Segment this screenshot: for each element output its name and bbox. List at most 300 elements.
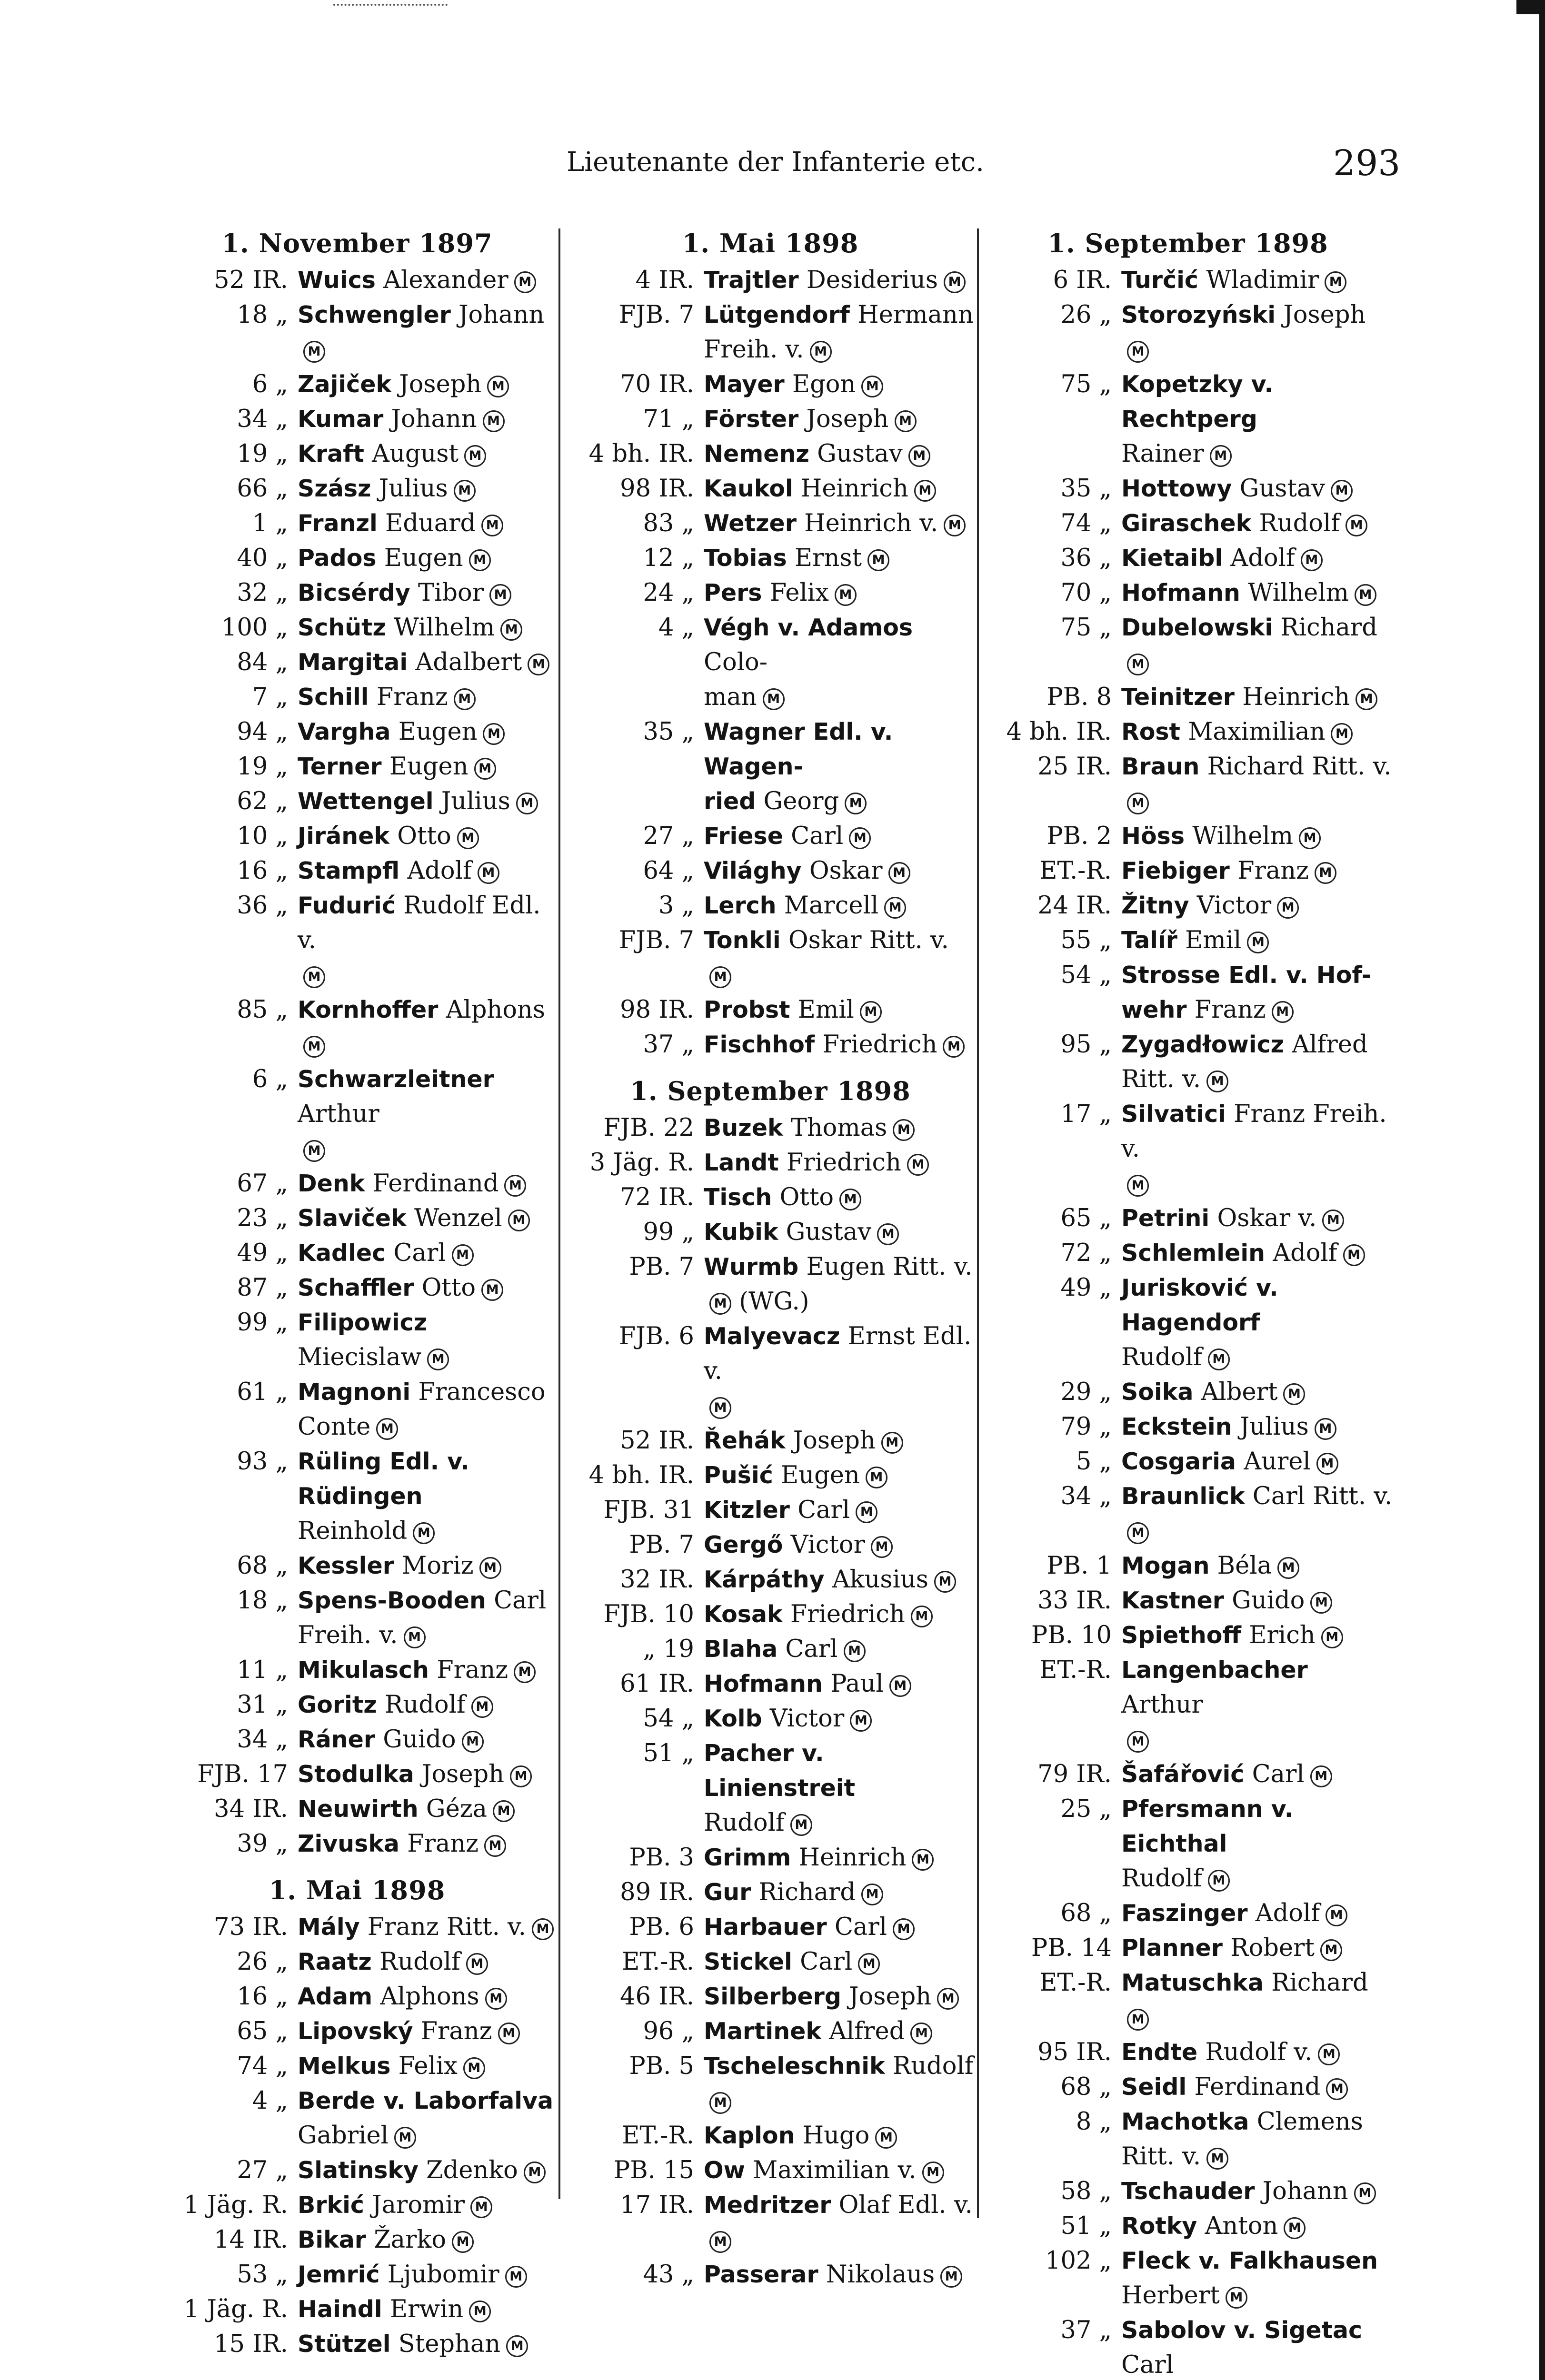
entry-name xyxy=(704,1527,975,1562)
list-entry xyxy=(566,436,975,471)
unit-label: 33 IR. xyxy=(1037,1587,1112,1615)
list-entry xyxy=(983,1931,1393,1965)
given-name: (WG.) xyxy=(739,1288,809,1316)
entry-name xyxy=(1121,610,1393,680)
given-name: Heinrich xyxy=(1242,683,1350,711)
surname: Medritzer xyxy=(704,2192,831,2219)
entry-name xyxy=(704,888,975,923)
entry-name xyxy=(298,2327,555,2361)
unit-label xyxy=(983,1340,1121,1375)
military-merit-mark-icon: M xyxy=(1272,1001,1294,1023)
military-merit-mark-icon: M xyxy=(532,1918,554,1940)
list-entry xyxy=(983,471,1393,506)
military-merit-mark-icon: M xyxy=(508,1210,530,1231)
scan-edge-right xyxy=(1539,0,1545,2380)
surname: Soika xyxy=(1121,1378,1194,1406)
military-merit-mark-icon: M xyxy=(1310,1765,1332,1787)
list-entry xyxy=(159,1444,555,1514)
entry-name xyxy=(298,1583,555,1618)
unit-label: 74 „ xyxy=(237,2052,288,2080)
entry-name xyxy=(298,958,555,992)
military-merit-mark-icon: M xyxy=(1346,515,1367,536)
unit-label: 24 „ xyxy=(643,579,694,607)
surname: Tonkli xyxy=(704,927,781,954)
entry-name xyxy=(1121,1792,1393,1861)
list-entry xyxy=(566,1319,975,1388)
unit-label: 72 IR. xyxy=(620,1183,694,1211)
surname: Teinitzer xyxy=(1121,684,1235,711)
entry-name xyxy=(704,1701,975,1736)
list-entry xyxy=(159,367,555,402)
unit-label: 11 „ xyxy=(237,1656,288,1684)
military-merit-mark-icon: M xyxy=(514,1661,536,1683)
column-1 xyxy=(159,224,555,2361)
unit-label: 61 „ xyxy=(237,1378,288,1406)
given-name: Alfred xyxy=(1292,1031,1368,1059)
unit-label: ET.-R. xyxy=(1039,1656,1112,1684)
unit-label: 75 „ xyxy=(1060,614,1112,642)
surname: Faszinger xyxy=(1121,1900,1248,1927)
unit-label: 52 IR. xyxy=(214,266,288,294)
given-name: Eduard xyxy=(385,509,476,537)
entry-name xyxy=(704,1319,975,1388)
surname: Gergő xyxy=(704,1531,783,1558)
unit-label: 19 „ xyxy=(237,753,288,781)
list-entry xyxy=(566,2014,975,2049)
military-merit-mark-icon: M xyxy=(413,1522,435,1544)
unit-label: 49 „ xyxy=(1060,1274,1112,1302)
entry-name xyxy=(298,1910,555,1944)
list-entry xyxy=(159,1722,555,1757)
surname: Grimm xyxy=(704,1844,791,1871)
given-name: Freih. v. xyxy=(298,1621,398,1649)
entry-name xyxy=(298,749,555,784)
entry-name xyxy=(298,2292,555,2327)
entry-name xyxy=(1121,436,1393,471)
given-name: Franz Ritt. v. xyxy=(367,1913,526,1941)
list-entry xyxy=(159,1409,555,1444)
entry-name xyxy=(298,1687,555,1722)
military-merit-mark-icon: M xyxy=(912,1849,934,1871)
date-heading: 1. September 1898 xyxy=(630,1076,911,1106)
unit-label: 75 „ xyxy=(1060,370,1112,398)
list-entry xyxy=(566,2153,975,2188)
given-name: Jaromir xyxy=(372,2191,465,2219)
entry-name xyxy=(298,436,555,471)
surname: Kessler xyxy=(298,1552,394,1579)
entry-name xyxy=(298,2153,555,2188)
given-name: Richard xyxy=(1280,614,1377,642)
list-entry xyxy=(159,1944,555,1979)
entry-name xyxy=(704,1805,975,1840)
list-entry xyxy=(566,575,975,610)
military-merit-mark-icon: M xyxy=(877,1223,899,1245)
surname: Pušić xyxy=(704,1462,773,1489)
military-merit-mark-icon: M xyxy=(303,1140,325,1162)
surname: Kornhoffer xyxy=(298,996,439,1023)
list-entry xyxy=(983,1375,1393,1409)
unit-label: 16 „ xyxy=(237,857,288,885)
entry-name xyxy=(704,610,975,680)
entry-name xyxy=(298,888,555,958)
entry-name xyxy=(704,1180,975,1215)
military-merit-mark-icon: M xyxy=(839,1189,861,1210)
surname: Fudurić xyxy=(298,892,396,919)
surname: Wettengel xyxy=(298,788,434,815)
given-name: Gustav xyxy=(817,440,903,468)
unit-label: 6 „ xyxy=(252,1065,288,1093)
military-merit-mark-icon: M xyxy=(500,619,522,641)
unit-label: 6 IR. xyxy=(1053,266,1112,294)
running-title: Lieutenante der Infanterie etc. xyxy=(567,147,984,178)
list-entry xyxy=(983,853,1393,888)
list-entry xyxy=(159,1201,555,1236)
military-merit-mark-icon: M xyxy=(1310,1592,1332,1614)
military-merit-mark-icon: M xyxy=(709,1293,731,1315)
list-entry xyxy=(983,1653,1393,1722)
military-merit-mark-icon: M xyxy=(1210,445,1232,467)
given-name: Moriz xyxy=(402,1552,474,1580)
entry-name xyxy=(1121,506,1393,541)
list-entry xyxy=(566,1180,975,1215)
unit-label: 34 „ xyxy=(1060,1482,1112,1510)
entry-name xyxy=(1121,2243,1393,2278)
column-3 xyxy=(983,224,1393,2380)
entry-name xyxy=(1121,2070,1393,2104)
given-name: Rudolf xyxy=(704,1809,785,1837)
surname: Pfersmann v. Eichthal xyxy=(1121,1795,1294,1857)
unit-label: 12 „ xyxy=(643,544,694,572)
given-name: Victor xyxy=(1196,892,1272,920)
surname: Pers xyxy=(704,579,762,606)
entry-name xyxy=(704,2118,975,2153)
entry-name xyxy=(298,263,555,298)
list-entry xyxy=(983,992,1393,1027)
military-merit-mark-icon: M xyxy=(1299,827,1321,849)
unit-label: FJB. 6 xyxy=(618,1322,694,1350)
military-merit-mark-icon: M xyxy=(893,1918,915,1940)
given-name: Franz xyxy=(407,1830,479,1858)
list-entry xyxy=(159,1618,555,1653)
unit-label: 35 „ xyxy=(643,718,694,746)
entry-name xyxy=(704,1632,975,1666)
unit-label: 29 „ xyxy=(1060,1378,1112,1406)
unit-label: ET.-R. xyxy=(622,2122,694,2150)
unit-label: 26 „ xyxy=(237,1948,288,1976)
list-entry xyxy=(983,2174,1393,2209)
unit-label: 4 bh. IR. xyxy=(1006,718,1112,746)
entry-name xyxy=(704,853,975,888)
given-name: Géza xyxy=(426,1795,488,1823)
entry-name xyxy=(1121,958,1393,992)
entry-name xyxy=(704,575,975,610)
military-merit-mark-icon: M xyxy=(866,1467,887,1488)
unit-label: 68 „ xyxy=(1060,2073,1112,2101)
unit-label xyxy=(159,958,298,992)
list-entry xyxy=(159,1375,555,1409)
list-entry xyxy=(566,541,975,575)
entry-name xyxy=(704,923,975,958)
list-entry xyxy=(159,1166,555,1201)
military-merit-mark-icon: M xyxy=(452,1244,474,1266)
entry-name xyxy=(298,367,555,402)
given-name: Conte xyxy=(298,1413,371,1441)
military-merit-mark-icon: M xyxy=(910,2023,932,2044)
given-name: Akusius xyxy=(832,1566,928,1594)
surname: Silberberg xyxy=(704,1983,841,2010)
surname: Goritz xyxy=(298,1691,377,1718)
list-entry xyxy=(983,2104,1393,2139)
entry-name xyxy=(298,506,555,541)
military-merit-mark-icon: M xyxy=(861,1884,883,1905)
surname: Seidl xyxy=(1121,2073,1187,2101)
list-entry xyxy=(566,1388,975,1423)
list-entry xyxy=(566,1145,975,1180)
unit-label: 4 „ xyxy=(658,614,694,642)
entry-name xyxy=(1121,2313,1393,2380)
given-name: Gabriel xyxy=(298,2122,389,2150)
military-merit-mark-icon: M xyxy=(471,1696,493,1718)
surname: Kopetzky v. Rechtperg xyxy=(1121,371,1274,433)
unit-label: 79 „ xyxy=(1060,1413,1112,1441)
entry-name xyxy=(1121,2035,1393,2070)
given-name: Carl xyxy=(797,1496,850,1524)
unit-label: 24 IR. xyxy=(1037,892,1112,920)
surname: Melkus xyxy=(298,2053,391,2080)
surname: Wuics xyxy=(298,267,376,294)
military-merit-mark-icon: M xyxy=(484,1835,506,1857)
list-entry xyxy=(159,436,555,471)
unit-label: PB. 14 xyxy=(1031,1934,1112,1962)
surname: Ow xyxy=(704,2157,745,2184)
entry-name xyxy=(1121,263,1393,298)
unit-label: 98 IR. xyxy=(620,475,694,503)
entry-name xyxy=(1121,1479,1393,1514)
surname: Schill xyxy=(298,684,369,711)
list-entry xyxy=(983,436,1393,471)
unit-label: 1 Jäg. R. xyxy=(183,2295,288,2323)
list-entry xyxy=(983,2209,1393,2243)
military-merit-mark-icon: M xyxy=(871,1536,893,1558)
unit-label: 61 IR. xyxy=(620,1670,694,1698)
entry-name xyxy=(298,2049,555,2083)
list-entry xyxy=(983,714,1393,749)
surname: Lütgendorf xyxy=(704,301,850,328)
list-entry xyxy=(566,923,975,958)
entry-name xyxy=(298,402,555,436)
surname: Slatinsky xyxy=(298,2157,419,2184)
list-entry xyxy=(159,1687,555,1722)
given-name: Arthur xyxy=(1121,1691,1203,1719)
list-entry xyxy=(159,819,555,853)
list-entry xyxy=(159,2049,555,2083)
unit-label xyxy=(159,1409,298,1444)
unit-label: 7 „ xyxy=(252,683,288,711)
list-entry xyxy=(159,1910,555,1944)
unit-label: 1 „ xyxy=(252,509,288,537)
unit-label xyxy=(566,332,704,367)
surname: Kastner xyxy=(1121,1587,1224,1614)
surname: Terner xyxy=(298,753,382,780)
unit-label: 27 „ xyxy=(237,2156,288,2184)
unit-label xyxy=(983,2278,1121,2313)
surname: Schlemlein xyxy=(1121,1240,1266,1267)
list-entry xyxy=(159,2118,555,2153)
entry-name xyxy=(1121,2104,1393,2139)
entry-name xyxy=(704,1944,975,1979)
given-name: Francesco xyxy=(418,1378,546,1406)
list-entry xyxy=(159,1792,555,1826)
list-entry xyxy=(566,1805,975,1840)
military-merit-mark-icon: M xyxy=(1326,1904,1347,1926)
given-name: Clemens xyxy=(1256,2108,1363,2136)
military-merit-mark-icon: M xyxy=(514,271,536,293)
list-entry xyxy=(566,2257,975,2292)
given-name: Wilhelm xyxy=(1248,579,1349,607)
unit-label: 73 IR. xyxy=(214,1913,288,1941)
given-name: Albert xyxy=(1201,1378,1278,1406)
entry-name xyxy=(704,819,975,853)
surname: Vargha xyxy=(298,718,391,745)
given-name: Emil xyxy=(1185,926,1242,954)
given-name: Georg xyxy=(763,787,839,815)
military-merit-mark-icon: M xyxy=(516,793,538,814)
list-entry xyxy=(983,1965,1393,2035)
given-name: Adolf xyxy=(407,857,472,885)
military-merit-mark-icon: M xyxy=(763,688,785,710)
entry-name xyxy=(704,436,975,471)
surname: Margitai xyxy=(298,649,408,676)
entry-name xyxy=(1121,853,1393,888)
entry-name xyxy=(298,298,555,367)
military-merit-mark-icon: M xyxy=(709,966,731,988)
given-name: Freih. v. xyxy=(704,336,804,364)
surname: Adam xyxy=(298,1983,373,2010)
military-merit-mark-icon: M xyxy=(856,1501,877,1523)
entry-name xyxy=(298,1270,555,1305)
unit-label: 43 „ xyxy=(643,2261,694,2289)
list-entry xyxy=(159,2188,555,2222)
surname: Spiethoff xyxy=(1121,1622,1242,1649)
given-name: Johann xyxy=(459,301,545,329)
list-entry xyxy=(566,853,975,888)
list-entry xyxy=(566,1944,975,1979)
given-name: Maximilian xyxy=(1188,718,1326,746)
given-name: Joseph xyxy=(422,1760,505,1788)
entry-name xyxy=(1121,471,1393,506)
list-entry xyxy=(983,1722,1393,1757)
unit-label: 19 „ xyxy=(237,440,288,468)
unit-label: 18 „ xyxy=(237,1587,288,1615)
list-entry xyxy=(159,1583,555,1618)
unit-label: 31 „ xyxy=(237,1691,288,1719)
given-name: Carl xyxy=(494,1587,547,1615)
list-entry xyxy=(159,2014,555,2049)
entry-name xyxy=(1121,1514,1393,1548)
given-name: Felix xyxy=(769,579,829,607)
entry-name xyxy=(704,1027,975,1062)
list-entry xyxy=(159,1236,555,1270)
entry-name xyxy=(298,610,555,645)
military-merit-mark-icon: M xyxy=(944,515,966,536)
surname: Machotka xyxy=(1121,2108,1249,2135)
unit-label: 95 „ xyxy=(1060,1031,1112,1059)
surname: Schütz xyxy=(298,614,387,641)
unit-label: 54 „ xyxy=(1060,961,1112,989)
given-name: Victor xyxy=(790,1531,865,1559)
military-merit-mark-icon: M xyxy=(1316,1453,1338,1475)
surname: Bikar xyxy=(298,2226,366,2253)
list-entry xyxy=(983,2070,1393,2104)
list-entry xyxy=(983,1896,1393,1931)
surname: Franzl xyxy=(298,510,378,537)
list-entry xyxy=(159,506,555,541)
military-merit-mark-icon: M xyxy=(1354,2182,1376,2204)
given-name: Adolf xyxy=(1230,544,1295,572)
column-divider xyxy=(977,228,979,2218)
military-merit-mark-icon: M xyxy=(1247,932,1269,953)
surname: Förster xyxy=(704,406,799,433)
surname: Nemenz xyxy=(704,440,809,467)
unit-label: 54 „ xyxy=(643,1705,694,1733)
unit-label: „ 19 xyxy=(643,1635,694,1663)
military-merit-mark-icon: M xyxy=(1356,688,1377,710)
given-name: Adalbert xyxy=(415,648,522,676)
surname: Kolb xyxy=(704,1705,762,1732)
list-entry xyxy=(566,2188,975,2222)
unit-label: FJB. 7 xyxy=(618,926,694,954)
unit-label: 32 IR. xyxy=(620,1566,694,1594)
list-entry xyxy=(983,1201,1393,1236)
military-merit-mark-icon: M xyxy=(914,480,936,502)
military-merit-mark-icon: M xyxy=(1322,1210,1344,1231)
unit-label xyxy=(566,680,704,714)
unit-label: 4 bh. IR. xyxy=(588,1461,694,1489)
unit-label: 16 „ xyxy=(237,1983,288,2011)
unit-label: PB. 1 xyxy=(1047,1552,1112,1580)
list-entry xyxy=(983,298,1393,367)
list-entry xyxy=(566,680,975,714)
given-name: Gustav xyxy=(1239,475,1326,503)
military-merit-mark-icon: M xyxy=(427,1349,449,1370)
military-merit-mark-icon: M xyxy=(466,1953,488,1975)
military-merit-mark-icon: M xyxy=(1127,1731,1149,1753)
entry-name xyxy=(1121,1166,1393,1201)
surname: Endte xyxy=(1121,2039,1198,2066)
unit-label: PB. 15 xyxy=(613,2156,694,2184)
surname: Langenbacher xyxy=(1121,1656,1308,1684)
military-merit-mark-icon: M xyxy=(493,1800,515,1822)
unit-label: 68 „ xyxy=(1060,1899,1112,1927)
military-merit-mark-icon: M xyxy=(483,410,505,432)
list-entry xyxy=(566,819,975,853)
military-merit-mark-icon: M xyxy=(470,2196,492,2218)
list-entry xyxy=(159,2257,555,2292)
entry-name xyxy=(298,1305,555,1375)
given-name: Otto xyxy=(397,822,451,850)
given-name: Rudolf Edl. v. xyxy=(298,892,541,954)
given-name: Robert xyxy=(1230,1934,1315,1962)
military-merit-mark-icon: M xyxy=(709,1397,731,1419)
military-merit-mark-icon: M xyxy=(867,549,889,571)
entry-name xyxy=(1121,819,1393,853)
entry-name xyxy=(298,1944,555,1979)
military-merit-mark-icon: M xyxy=(709,2092,731,2114)
entry-name xyxy=(704,1388,975,1423)
surname: Jurisković v. Hagendorf xyxy=(1121,1274,1278,1336)
surname: Kosak xyxy=(704,1601,783,1628)
given-name: Zdenko xyxy=(426,2156,518,2184)
